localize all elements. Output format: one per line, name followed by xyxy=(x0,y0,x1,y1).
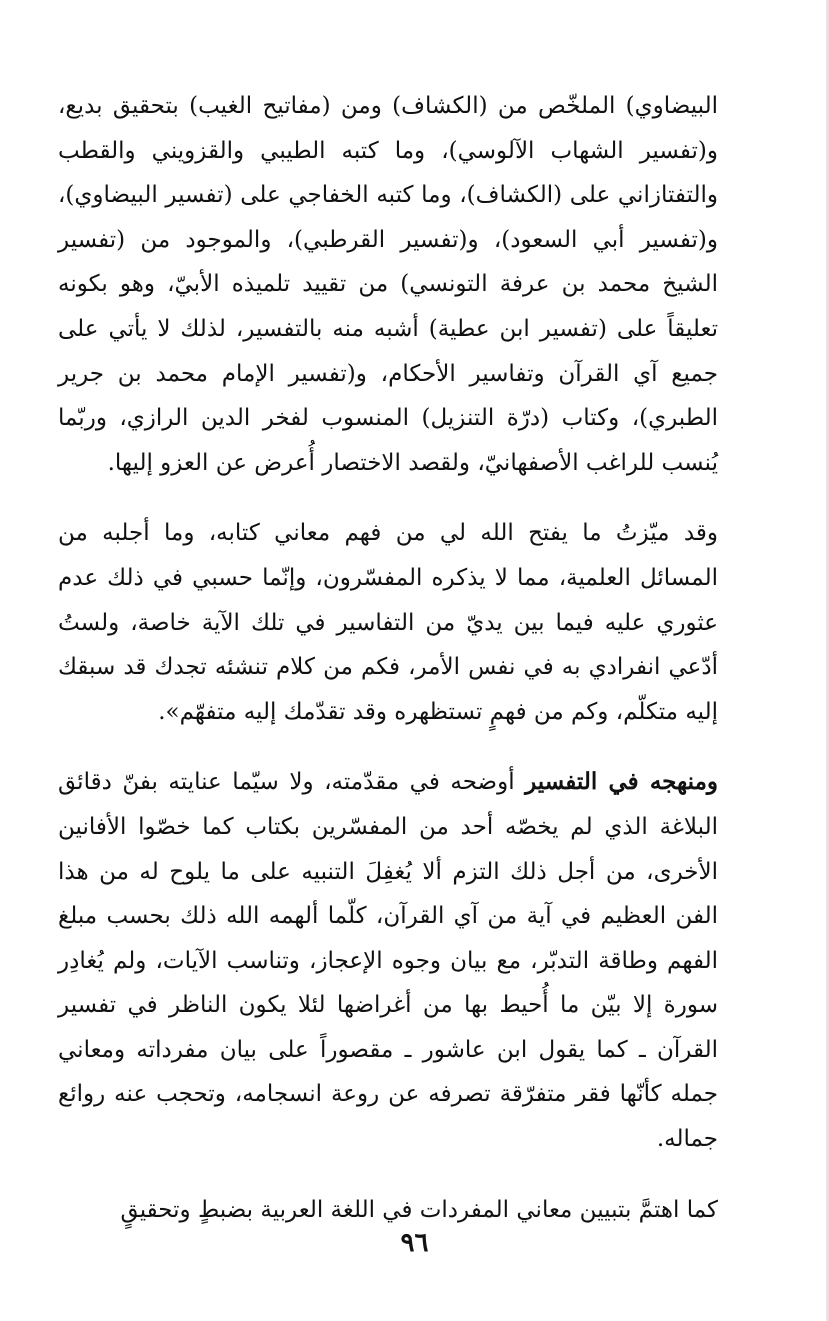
body-text xyxy=(58,84,718,1232)
paragraph-3 xyxy=(58,760,718,1161)
paragraph-2: وقد ميّزتُ ما يفتح الله لي من فهم معاني كتابه، وما أجلبه من المسائل العلمية، مما لا يذكره المفسّرون، وإنّما حسبي في ذلك عدم عثوري عليه فيما بين يديّ من التفاسير في تلك الآية خاصة، ولستُ أدّعي انفرادي به في نفس الأمر، فكم من كلام تنشئه تجدك قد سبقك إليه متكلّم، وكم من فهمٍ تستظهره وقد تقدّمك إليه متفهّم». xyxy=(58,520,718,725)
paragraph-3-lead: ومنهجه في التفسير xyxy=(525,768,718,796)
paragraph-4: كما اهتمَّ بتبيين معاني المفردات في اللغة العربية بضبطٍ وتحقيقٍ xyxy=(120,1196,718,1223)
page-number: ٩٦ xyxy=(400,1228,429,1258)
paragraph-3-text: أوضحه في مقدّمته، ولا سيّما عنايته بفنّ دقائق البلاغة الذي لم يخصّه أحد من المفسّرين بكتاب كما خصّوا الأفانين الأخرى، من أجل ذلك التزم ألا يُغفِلَ التنبيه على ما يلوح له من هذا الفن العظيم في آية من آي القرآن، كلّما ألهمه الله ذلك بحسب مبلغ الفهم وطاقة التدبّر، مع بيان وجوه الإعجاز، وتناسب الآيات، ولم يُغادِر سورة إلا بيّن ما أُحيط بها من أغراضها لئلا يكون الناظر في تفسير القرآن ـ كما يقول ابن عاشور ـ مقصوراً على بيان مفرداته ومعاني جمله كأنّها فقر متفرّقة تصرفه عن روعة انسجامه، وتحجب عنه روائع جماله. xyxy=(58,769,718,1153)
paragraph-gap xyxy=(58,734,718,760)
paragraph-1: البيضاوي) الملخّص من (الكشاف) ومن (مفاتيح الغيب) بتحقيق بديع، و(تفسير الشهاب الآلوسي)، وما كتبه الطيبي والقزويني والقطب والتفتازاني على (الكشاف)، وما كتبه الخفاجي على (تفسير البيضاوي)، و(تفسير أبي السعود)، و(تفسير القرطبي)، والموجود من (تفسير الشيخ محمد بن عرفة التونسي) من تقييد تلميذه الأبيّ، وهو بكونه تعليقاً على (تفسير ابن عطية) أشبه منه بالتفسير، لذلك لا يأتي على جميع آي القرآن وتفاسير الأحكام، و(تفسير الإمام محمد بن جرير الطبري)، وكتاب (درّة التنزيل) المنسوب لفخر الدين الرازي، وربّما يُنسب للراغب الأصفهانيّ، ولقصد الاختصار أُعرض عن العزو إليها. xyxy=(58,93,718,476)
paragraph-gap xyxy=(58,1162,718,1188)
paragraph-gap xyxy=(58,485,718,511)
